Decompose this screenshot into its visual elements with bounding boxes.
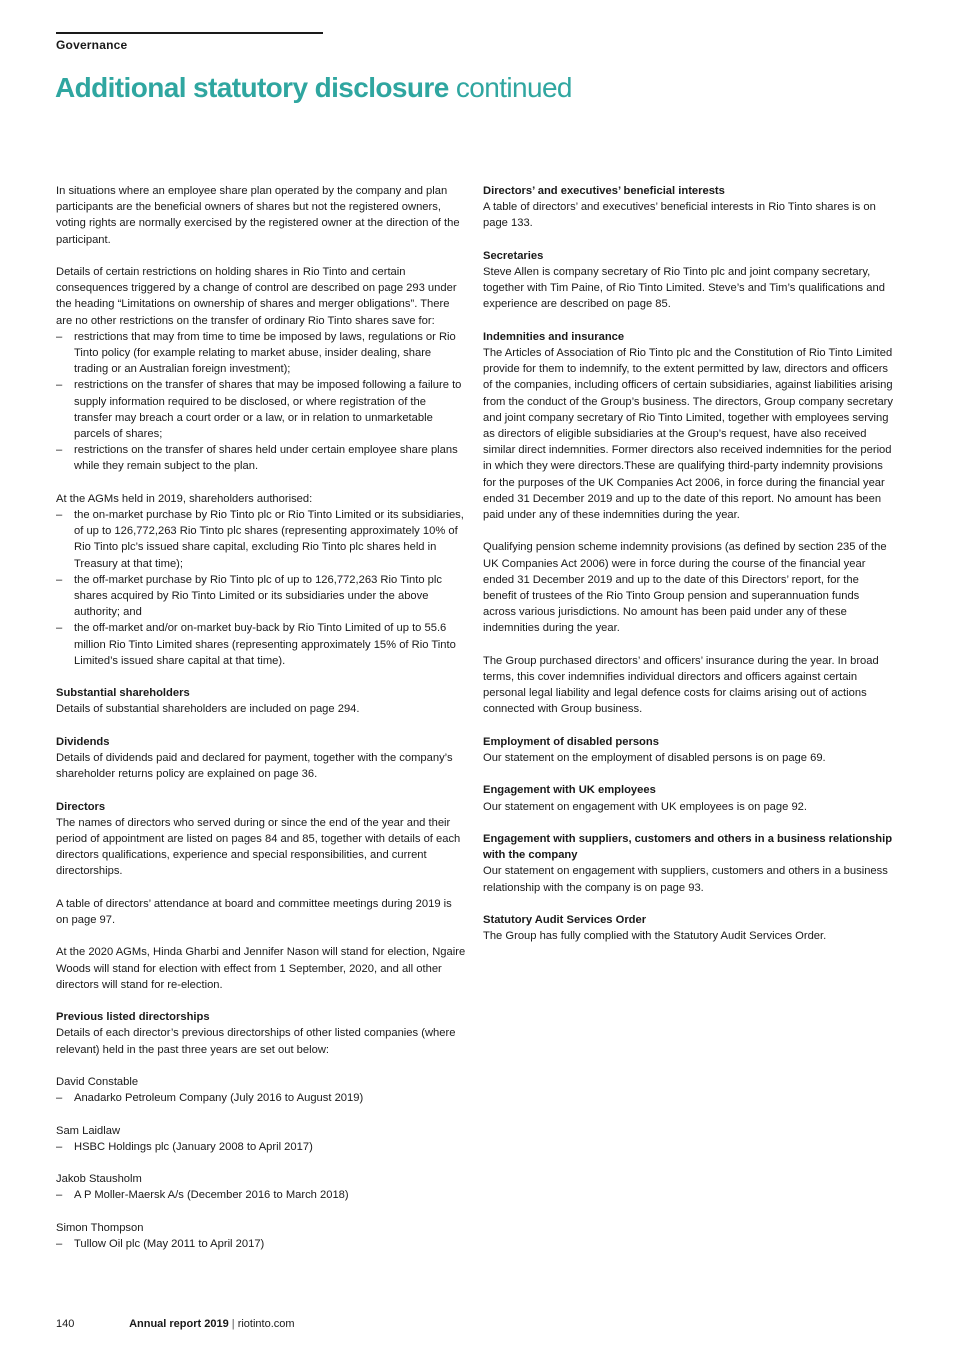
directorship-list: [56, 1139, 466, 1155]
section-text: The Group has fully complied with the Statutory Audit Services Order.: [483, 930, 827, 943]
audit-services-section: [483, 912, 895, 944]
previous-directorships-text: Details of each director’s previous directorships of other listed companies (where relevant) held in the past three years are set out below:: [56, 1027, 456, 1056]
authorisations-list: [56, 507, 466, 669]
directorship-entry: [56, 1074, 466, 1106]
section-text: Our statement on engagement with UK employees is on page 92.: [483, 800, 808, 813]
list-item: – restrictions that may from time to time be imposed by laws, regulations or Rio Tinto policy (for example relating to market abuse, insider dealing, share trading or an Australian foreign investment);: [56, 329, 466, 378]
suppliers-section: [483, 831, 895, 896]
dividends-section: [56, 734, 466, 783]
section-heading: Engagement with UK employees: [483, 784, 656, 797]
section-text: Steve Allen is company secretary of Rio Tinto plc and joint company secretary, together with Tim Paine, of Rio Tinto Limited. Steve’s and Tim’s qualifications and experience are described on page 85.: [483, 266, 885, 311]
header-rule: [56, 32, 323, 34]
page-title-main: Additional statutory disclosure: [55, 72, 449, 103]
section-text: Details of dividends paid and declared for payment, together with the company’s shareholder returns policy are explained on page 36.: [56, 752, 453, 781]
page-footer: [56, 1318, 295, 1330]
directorship-list: [56, 1090, 466, 1106]
list-item: – restrictions on the transfer of shares held under certain employee share plans while they remain subject to the plan.: [56, 442, 466, 474]
section-heading: Dividends: [56, 735, 110, 748]
directorship-entry: [56, 1171, 466, 1203]
section-heading: Engagement with suppliers, customers and others in a business relationship with the company: [483, 833, 893, 862]
section-heading: Substantial shareholders: [56, 687, 190, 700]
right-column: [483, 183, 895, 961]
page-title-continued: continued: [455, 72, 572, 103]
page-title: [55, 70, 572, 106]
list-item: – Anadarko Petroleum Company (July 2016 to August 2019): [56, 1090, 466, 1106]
section-text: Our statement on the employment of disabled persons is on page 69.: [483, 752, 826, 765]
section-text: Details of substantial shareholders are included on page 294.: [56, 703, 360, 716]
directors-election-paragraph: At the 2020 AGMs, Hinda Gharbi and Jennifer Nason will stand for election, Ngaire Woods will stand for election with effect from 1 September, 2020, and all other directors will stand for re-election.: [56, 946, 466, 991]
section-heading: Directors’ and executives’ beneficial interests: [483, 185, 725, 197]
directorship-list: [56, 1236, 466, 1252]
list-item: – the off-market and/or on-market buy-back by Rio Tinto Limited of up to 55.6 million Rio Tinto Limited shares (representing approximately 15% of Rio Tinto Limited’s issued share capital at that time).: [56, 620, 466, 669]
list-item: – the off-market purchase by Rio Tinto plc of up to 126,772,263 Rio Tinto plc shares acquired by Rio Tinto Limited or its subsidiaries under the above authority; and: [56, 572, 466, 621]
section-text: Our statement on engagement with suppliers, customers and others in a business relationship with the company is on page 93.: [483, 865, 888, 894]
directorship-entry: [56, 1220, 466, 1252]
previous-directorships-heading: Previous listed directorships: [56, 1011, 210, 1024]
directorship-list: [56, 1187, 466, 1203]
directors-attendance-paragraph: A table of directors’ attendance at board and committee meetings during 2019 is on page 97.: [56, 897, 452, 927]
indemnities-heading: Indemnities and insurance: [483, 330, 625, 343]
page-number: 140: [56, 1318, 75, 1330]
section-heading: Statutory Audit Services Order: [483, 914, 647, 927]
director-name: Simon Thompson: [56, 1221, 144, 1234]
section-heading: Secretaries: [483, 249, 544, 262]
director-name: David Constable: [56, 1076, 139, 1089]
directorship-entry: [56, 1123, 466, 1155]
director-name: Jakob Stausholm: [56, 1173, 142, 1186]
report-name: Annual report 2019: [129, 1318, 229, 1330]
list-item: – restrictions on the transfer of shares that may be imposed following a failure to supply information required to be disclosed, or where registration of the transfer may breach a court order or a law, or in relation to unmarketable parcels of shares;: [56, 377, 466, 442]
uk-employees-section: [483, 782, 895, 814]
list-item: – A P Moller-Maersk A/s (December 2016 to March 2018): [56, 1187, 466, 1203]
section-heading: Employment of disabled persons: [483, 735, 659, 748]
directors-heading: Directors: [56, 800, 106, 813]
left-column: [56, 183, 466, 1268]
pension-indemnity-paragraph: Qualifying pension scheme indemnity provisions (as defined by section 235 of the UK Companies Act 2006) were in force during the course of the financial year ended 31 December 2019 and up to the date of this Directors’ report, for the benefit of trustees of the Rio Tinto Group pension and superannuation funds across various jurisdictions. No amount has been paid under any of these indemnities during the year.: [483, 541, 887, 635]
restrictions-intro: Details of certain restrictions on holding shares in Rio Tinto and certain consequences triggered by a change of control are described on page 293 under the heading “Limitations on ownership of shares and merger obligations”. There are no other restrictions on the transfer of ordinary Rio Tinto shares save for:: [56, 266, 457, 327]
director-name: Sam Laidlaw: [56, 1124, 121, 1137]
secretaries-section: [483, 248, 895, 313]
disabled-persons-section: [483, 734, 895, 766]
section-text: A table of directors’ and executives’ beneficial interests in Rio Tinto shares is on page 133.: [483, 201, 876, 230]
restrictions-list: [56, 329, 466, 475]
footer-separator: |: [231, 1318, 235, 1330]
substantial-shareholders-section: [56, 685, 466, 717]
directors-paragraph: The names of directors who served during or since the end of the year and their period of appointment are listed on pages 84 and 85, together with details of each directors qualifications, experience and special responsibilities, and current directorships.: [56, 816, 461, 878]
beneficial-interests-section: [483, 183, 895, 232]
list-item: – HSBC Holdings plc (January 2008 to April 2017): [56, 1139, 466, 1155]
insurance-paragraph: The Group purchased directors’ and officers’ insurance during the year. In broad terms, this cover indemnifies individual directors and officers against certain personal legal liability and legal defence costs for claims arising out of actions connected with Group business.: [483, 654, 879, 716]
section-label: Governance: [56, 38, 128, 52]
indemnities-paragraph: The Articles of Association of Rio Tinto plc and the Constitution of Rio Tinto Limited provide for them to indemnify, to the extent permitted by law, directors and officers of the companies, including officers of certain subsidiaries, against liabilities arising from the conduct of the Group’s business. The directors, Group company secretary and joint company secretary of Rio Tinto Limited, together with employees serving as directors of eligible subsidiaries at the Group’s request, have also received similar direct indemnities. Former directors also received indemnities for the period in which they were directors.These are qualifying third-party indemnity provisions for the purposes of the UK Companies Act 2006, in force during the financial year ended 31 December 2019 and up to the date of this report. No amount has been paid under any of these indemnities during the year.: [483, 347, 893, 522]
agm-intro: At the AGMs held in 2019, shareholders authorised:: [56, 492, 313, 505]
list-item: – Tullow Oil plc (May 2011 to April 2017): [56, 1236, 466, 1252]
employee-share-plan-paragraph: In situations where an employee share plan operated by the company and plan participants are the beneficial owners of shares but not the registered owners, voting rights are normally exercised by the registered owner at the direction of the participant.: [56, 185, 460, 246]
website-link[interactable]: riotinto.com: [237, 1318, 295, 1330]
list-item: – the on-market purchase by Rio Tinto plc or Rio Tinto Limited or its subsidiaries, of up to 126,772,263 Rio Tinto plc shares (representing approximately 10% of Rio Tinto plc’s issued share capital, excluding Rio Tinto plc shares held in Treasury at that time);: [56, 507, 466, 572]
